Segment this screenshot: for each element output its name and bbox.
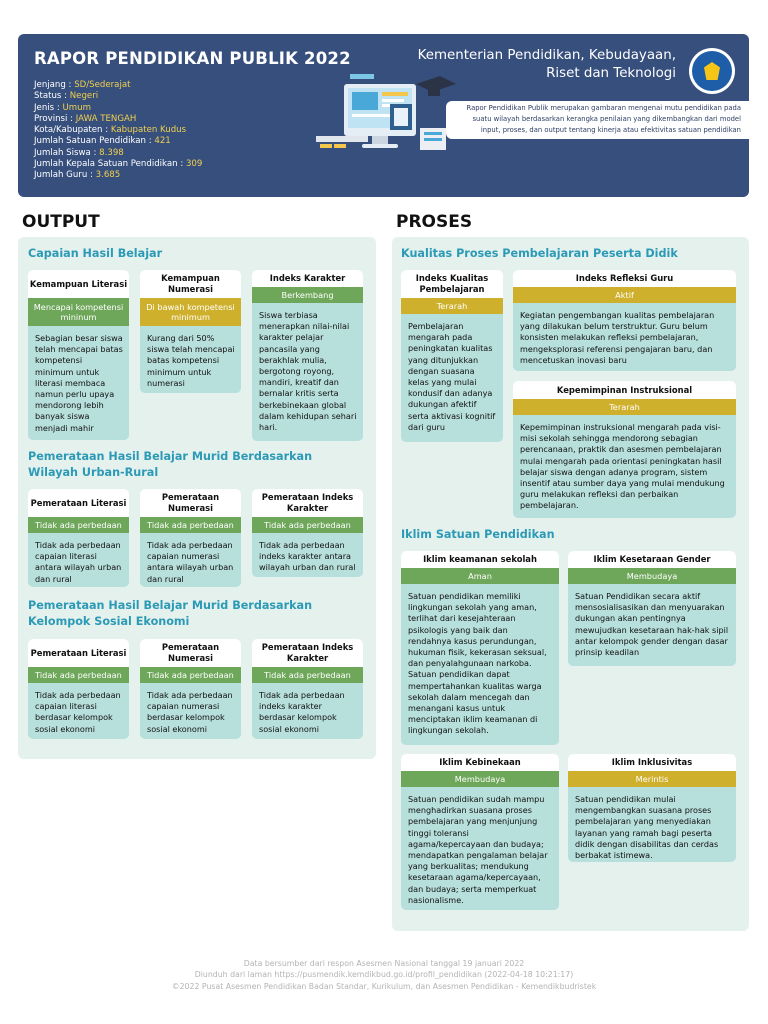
footer-download-url: Diunduh dari laman https://pusmendik.kemdikbud.go.id/profil_pendidikan (2022-04-18 10:21:17) [194,970,574,980]
card-pemerataan-literasi-sosial [28,639,129,739]
output-panel [18,237,376,759]
card-heading: Iklim Kesetaraan Gender [568,551,736,568]
status-badge: Aktif [513,287,736,303]
card-heading: Indeks Kualitas Pembelajaran [401,270,503,298]
status-badge: Tidak ada perbedaan [28,517,129,533]
status-badge: Terarah [401,298,503,314]
meta-row-provinsi: Provinsi : JAWA TENGAH [34,113,137,124]
card-heading: Iklim Inklusivitas [568,754,736,771]
card-iklim-kesetaraan-gender [568,551,736,666]
report-header [18,34,749,197]
card-description: Kurang dari 50% siswa telah mencapai batas kompetensi minimum untuk numerasi [147,333,235,388]
footer-source: Data bersumber dari respon Asesmen Nasional tanggal 19 januari 2022 [243,959,525,968]
card-description: Tidak ada perbedaan capaian numerasi antara wilayah urban dan rural [147,540,234,584]
meta-row-jenjang: Jenjang : SD/Sederajat [34,80,131,90]
status-badge: Membudaya [568,568,736,584]
card-kepemimpinan-instruksional [513,381,736,518]
card-heading: Iklim Kebinekaan [401,754,559,771]
iklim-title: Iklim Satuan Pendidikan [401,528,555,541]
meta-row-jenis: Jenis : Umum [34,102,91,113]
capaian-title: Capaian Hasil Belajar [28,247,163,260]
card-description: Tidak ada perbedaan indeks karakter antara wilayah urban dan rural [259,540,356,573]
card-pemerataan-literasi-wilayah [28,489,129,587]
card-heading: Pemerataan Numerasi [140,489,241,517]
card-heading: Pemerataan Numerasi [140,639,241,667]
card-kemampuan-literasi [28,270,129,440]
status-badge: Di bawah kompetensi minimum [140,298,241,326]
card-iklim-keamanan-sekolah [401,551,559,745]
sosial-title: Pemerataan Hasil Belajar Murid Berdasarkan Kelompok Sosial Ekonomi [28,599,313,628]
card-heading: Kepemimpinan Instruksional [513,381,736,399]
card-heading: Iklim keamanan sekolah [401,551,559,568]
report-title: RAPOR PENDIDIKAN PUBLIK 2022 [34,49,351,68]
ministry-name: Kementerian Pendidikan, Kebudayaan, Riset dan Teknologi [417,48,676,81]
status-badge: Tidak ada perbedaan [252,667,363,683]
card-heading: Kemampuan Literasi [28,270,129,298]
card-pemerataan-karakter-wilayah [252,489,363,577]
meta-row-status: Status : Negeri [34,91,99,102]
card-pemerataan-karakter-sosial [252,639,363,739]
card-iklim-inklusivitas [568,754,736,862]
card-description: Satuan pendidikan sudah mampu menghadirkan suasana proses pembelajaran yang menjunjung tinggi toleransi agama/kepercayaan dan budaya; mendapatkan pengalaman belajar yang berkualitas; mendukung kesetaraan agama/kepercayaan, dan budaya; serta memperkuat nasionalisme. [408,794,548,905]
region-metadata [34,80,202,182]
card-description: Kepemimpinan instruksional mengarah pada visi-misi sekolah sehingga mendorong sebagian perencanaan, praktik dan asesmen pembelajaran mulai mengarah pada orientasi peningkatan hasil belajar siswa dengan adanya program, sistem insentif atau sumber daya yang mulai mendukung guru melakukan refleksi dan perbaikan pembelajaran. [520,422,725,511]
meta-row-kepala: Jumlah Kepala Satuan Pendidikan : 309 [34,159,203,170]
card-heading: Pemerataan Indeks Karakter [252,639,363,667]
card-description: Tidak ada perbedaan indeks karakter berdasar kelompok sosial ekonomi [259,690,345,734]
status-badge: Tidak ada perbedaan [140,667,241,683]
status-badge: Merintis [568,771,736,787]
card-pemerataan-numerasi-wilayah [140,489,241,587]
card-description: Siswa terbiasa menerapkan nilai-nilai karakter pelajar pancasila yang berakhlak mulia, bergotong royong, mandiri, kreatif dan bernalar kritis serta berkebinekaan global dalam kehidupan sehari hari. [259,310,357,433]
kemendikbud-logo-icon [689,48,735,94]
status-badge: Terarah [513,399,736,415]
card-pemerataan-numerasi-sosial [140,639,241,739]
status-badge: Tidak ada perbedaan [28,667,129,683]
card-description: Satuan pendidikan mulai mengembangkan suasana proses pembelajaran yang menyediakan layanan yang ramah bagi peserta didik dengan disabilitas dan cerdas berbakat istimewa. [575,794,719,861]
wilayah-title: Pemerataan Hasil Belajar Murid Berdasarkan Wilayah Urban-Rural [28,450,313,479]
meta-row-satuan: Jumlah Satuan Pendidikan : 421 [34,136,171,147]
card-description: Sebagian besar siswa telah mencapai batas kompetensi minimum untuk literasi membaca namun perlu upaya mendorong lebih banyak siswa menjadi mahir [35,333,123,433]
status-badge: Tidak ada perbedaan [140,517,241,533]
status-badge: Tidak ada perbedaan [252,517,363,533]
card-heading: Pemerataan Literasi [28,489,129,517]
meta-row-guru: Jumlah Guru : 3.685 [34,170,121,181]
card-description: Kegiatan pengembangan kualitas pembelajaran yang dilakukan belum terstruktur. Guru belum konsisten melakukan refleksi pembelajaran, mengeksplorasi referensi pengajaran baru, dan mencetuskan inovasi baru [520,310,715,365]
status-badge: Aman [401,568,559,584]
status-badge: Berkembang [252,287,363,303]
card-indeks-refleksi-guru [513,270,736,371]
meta-row-siswa: Jumlah Siswa : 8.398 [34,147,124,158]
card-description: Tidak ada perbedaan capaian numerasi berdasar kelompok sosial ekonomi [147,690,233,734]
card-kemampuan-numerasi [140,270,241,393]
kualitas-title: Kualitas Proses Pembelajaran Peserta Didik [401,247,678,260]
output-section-title: OUTPUT [22,212,100,232]
card-indeks-kualitas-pembelajaran [401,270,503,442]
footer-copyright: ©2022 Pusat Asesmen Pendidikan Badan Standar, Kurikulum, dan Asesmen Pendidikan - Kemendikbudristek [171,981,597,991]
report-description: Rapor Pendidikan Publik merupakan gambaran mengenai mutu pendidikan pada suatu wilayah berdasarkan kerangka penilaian yang dikembangkan dari model input, proses, dan output tentang kinerja atau efektivitas satuan pendidikan [446,101,749,139]
proses-section-title: PROSES [396,212,473,232]
card-indeks-karakter [252,270,363,441]
meta-row-kota: Kota/Kabupaten : Kabupaten Kudus [34,125,187,136]
status-badge: Membudaya [401,771,559,787]
card-heading: Pemerataan Literasi [28,639,129,667]
proses-panel [392,237,749,931]
footer [0,958,768,992]
card-description: Pembelajaran mengarah pada peningkatan kualitas yang ditunjukkan dengan suasana kelas yang mulai kondusif dan adanya dukungan afektif serta aktivasi kognitif dari guru [408,321,496,432]
card-description: Tidak ada perbedaan capaian literasi berdasar kelompok sosial ekonomi [35,690,121,734]
card-heading: Indeks Refleksi Guru [513,270,736,287]
status-badge: Mencapai kompetensi mininum [28,298,129,326]
card-heading: Kemampuan Numerasi [140,270,241,298]
card-description: Tidak ada perbedaan capaian literasi antara wilayah urban dan rural [35,540,122,584]
card-description: Satuan Pendidikan secara aktif mensosialisasikan dan menyuarakan dukungan akan pentingnya mewujudkan kesetaraan hak-hak sipil antar kelompok gender dengan dasar prinsip keadilan [575,591,729,658]
card-heading: Indeks Karakter [252,270,363,287]
card-iklim-kebinekaan [401,754,559,910]
card-heading: Pemerataan Indeks Karakter [252,489,363,517]
card-description: Satuan pendidikan memiliki lingkungan sekolah yang aman, terlihat dari kesejahteraan psikologis yang baik dan rendahnya kasus perundungan, hukuman fisik, kekerasan seksual, dan penyalahgunaan narkoba. Satuan pendidikan dapat mempertahankan kualitas warga sekolah dalam mencegah dan menangani kasus untuk menciptakan iklim keamanan di lingkungan sekolah. [408,591,547,736]
